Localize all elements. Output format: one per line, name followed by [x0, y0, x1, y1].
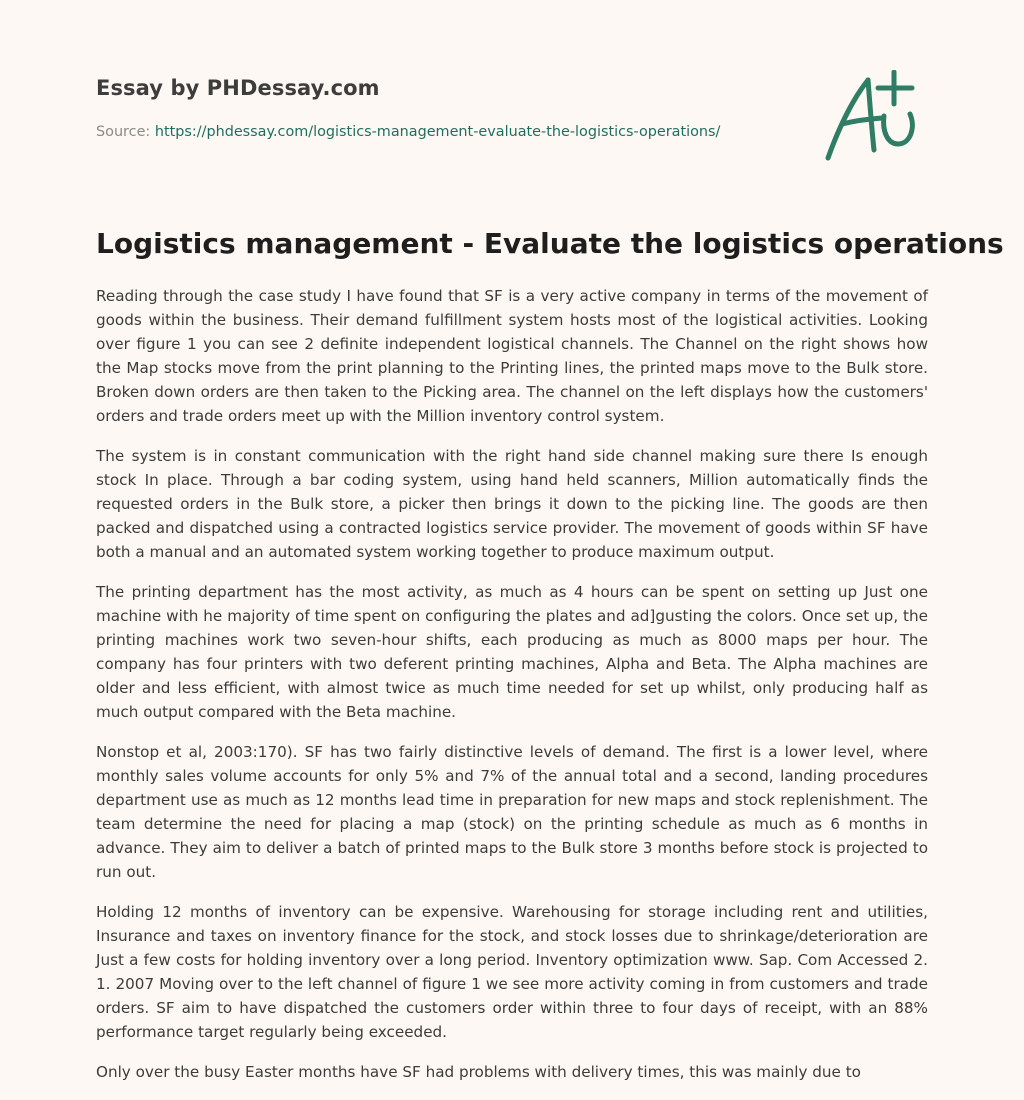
essay-paragraph: Reading through the case study I have found that SF is a very active company in terms of the movement of goods within the business. Their demand fulfillment system hosts most of the logistical activities. Looking over figure 1 you can see 2 definite independent logistical channels. The Channel on the right shows how the Map stocks move from the print planning to the Printing lines, the printed maps move to the Bulk store. Broken down orders are then taken to the Picking area. The channel on the left displays how the customers' orders and trade orders meet up with the Million inventory control system. — [96, 287, 928, 425]
source-link[interactable]: https://phdessay.com/logistics-management-evaluate-the-logistics-operations/ — [154, 124, 721, 140]
essay-paragraph: Holding 12 months of inventory can be expensive. Warehousing for storage including rent and utilities, Insurance and taxes on inventory finance for the stock, and stock losses due to shrinkage/deterioration are Just a few costs for holding inventory over a long period. Inventory optimization www. Sap. Com Accessed 2. 1. 2007 Moving over to the left channel of figure 1 we see more activity coming in from customers and trade orders. SF aim to have dispatched the customers order within three to four days of receipt, with an 88% performance target regularly being exceeded. — [96, 903, 928, 1041]
essay-paragraph: Nonstop et al, 2003:170). SF has two fairly distinctive levels of demand. The first is a lower level, where monthly sales volume accounts for only 5% and 7% of the annual total and a second, landing procedures department use as much as 12 months lead time in preparation for new maps and stock replenishment. The team determine the need for placing a map (stock) on the printing schedule as much as 6 months in advance. They aim to deliver a batch of printed maps to the Bulk store 3 months before stock is projected to run out. — [96, 743, 928, 881]
essay-body — [96, 284, 928, 1100]
site-title: Essay by PHDessay.com — [96, 76, 380, 100]
source-line — [96, 124, 720, 140]
source-label: Source: — [96, 124, 151, 140]
a-plus-grade-icon — [824, 70, 924, 162]
essay-paragraph: The system is in constant communication with the right hand side channel making sure there Is enough stock In place. Through a bar coding system, using hand held scanners, Million automatically finds the requested orders in the Bulk store, a picker then brings it down to the picking line. The goods are then packed and dispatched using a contracted logistics service provider. The movement of goods within SF have both a manual and an automated system working together to produce maximum output. — [96, 447, 928, 561]
essay-paragraph: The printing department has the most activity, as much as 4 hours can be spent on setting up Just one machine with he majority of time spent on configuring the plates and ad]gusting the colors. Once set up, the printing machines work two seven-hour shifts, each producing as much as 8000 maps per hour. The company has four printers with two deferent printing machines, Alpha and Beta. The Alpha machines are older and less efficient, with almost twice as much time needed for set up whilst, only producing half as much output compared with the Beta machine. — [96, 583, 928, 721]
essay-paragraph: Only over the busy Easter months have SF had problems with delivery times, this was mainly due to — [96, 1063, 861, 1081]
essay-title: Logistics management - Evaluate the logistics operations — [96, 227, 1004, 260]
